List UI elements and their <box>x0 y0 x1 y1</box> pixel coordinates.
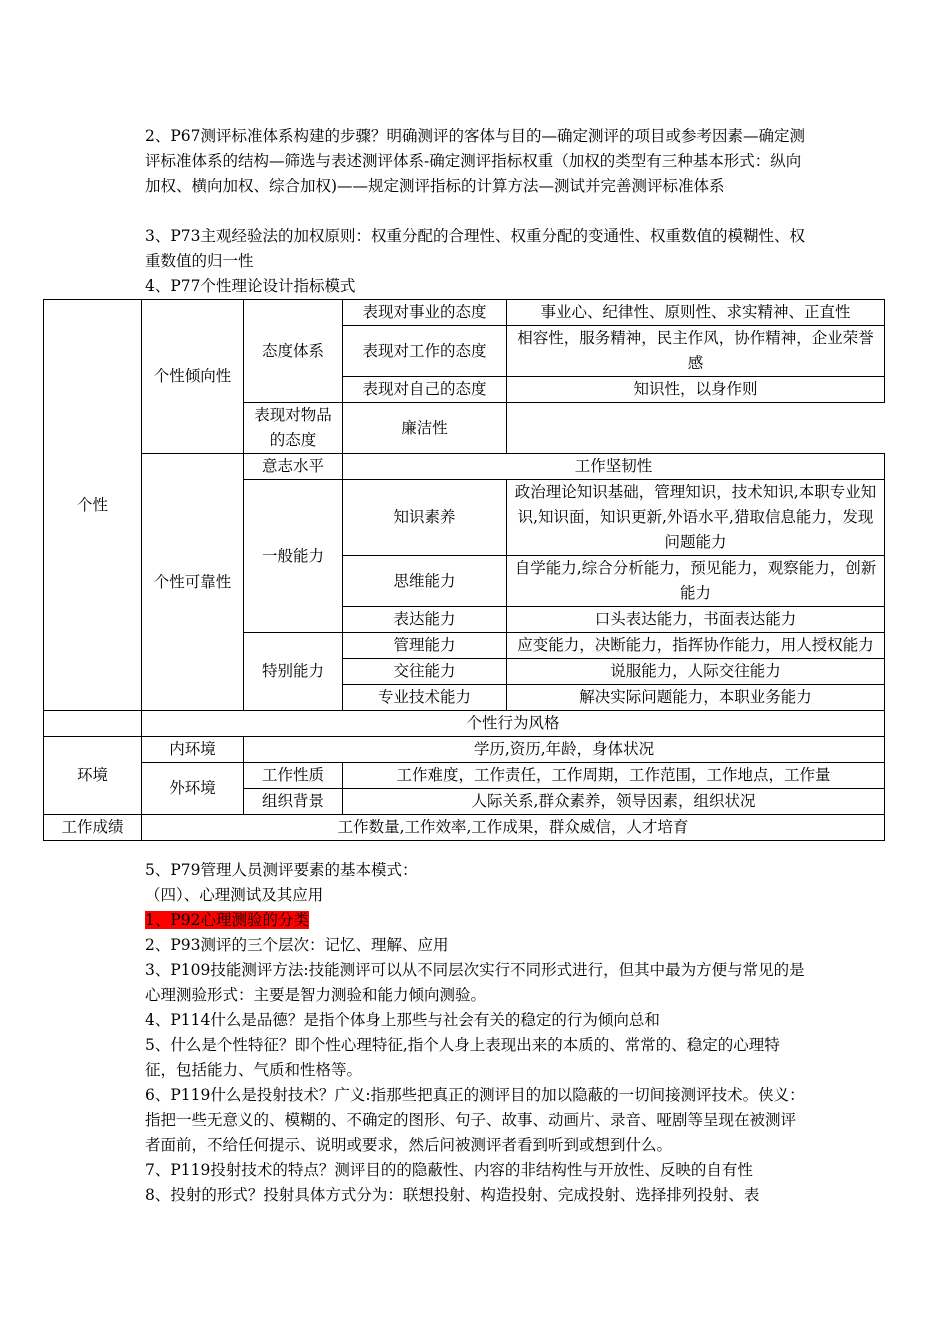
cell-biaoda-value: 口头表达能力，书面表达能力 <box>507 607 885 633</box>
cell-siwei-value: 自学能力,综合分析能力，预见能力，观察能力，创新能力 <box>507 556 885 607</box>
paragraph-2: 2、P67测评标准体系构建的步骤？明确测评的客体与目的—确定测评的项目或参考因素—确定测评标准体系的结构—筛选与表述测评体系-确定测评指标权重（加权的类型有三种基本形式：纵向加权、横向加权、综合加权)——规定测评指标的计算方法—测试并完善测评标准体系 <box>145 127 806 195</box>
paragraph-10: 4、P114什么是品德？是指个体身上那些与社会有关的稳定的行为倾向总和 <box>145 1011 660 1029</box>
cell-yiban: 一般能力 <box>244 480 343 633</box>
cell-yizhi-value: 工作坚韧性 <box>343 454 885 480</box>
cell-chengji: 工作成绩 <box>44 815 142 841</box>
cell-r1-value: 事业心、纪律性、原则性、求实精神、正直性 <box>507 300 885 326</box>
cell-xingzhi-value: 工作难度，工作责任，工作周期，工作范围，工作地点，工作量 <box>343 763 885 789</box>
cell-zhishi: 知识素养 <box>343 480 507 556</box>
paragraph-9: 3、P109技能测评方法:技能测评可以从不同层次实行不同形式进行，但其中最为方便与常见的是心理测验形式：主要是智力测验和能力倾向测验。 <box>145 961 805 1004</box>
cell-r3-label: 表现对自己的态度 <box>343 377 507 403</box>
cell-r4-label: 表现对物品的态度 <box>244 403 343 454</box>
paragraph-11: 5、什么是个性特征？即个性心理特征,指个人身上表现出来的本质的、常常的、稳定的心理特征，包括能力、气质和性格等。 <box>145 1036 780 1079</box>
highlighted-item <box>145 908 810 933</box>
cell-r2-label: 表现对工作的态度 <box>343 326 507 377</box>
highlight-mark: 1、P92心理测验的分类 <box>145 911 310 929</box>
cell-zhuanye-value: 解决实际问题能力，本职业务能力 <box>507 685 885 711</box>
cell-yizhi: 意志水平 <box>244 454 343 480</box>
paragraph-4: 4、P77个性理论设计指标模式 <box>145 277 356 295</box>
cell-xingzhi: 工作性质 <box>244 763 343 789</box>
after-table-section <box>145 858 810 1208</box>
cell-siwei: 思维能力 <box>343 556 507 607</box>
cell-chengji-value: 工作数量,工作效率,工作成果，群众威信，人才培育 <box>142 815 885 841</box>
cell-r4-value: 廉洁性 <box>343 403 507 454</box>
cell-jiaowang-value: 说服能力，人际交往能力 <box>507 659 885 685</box>
cell-kekao: 个性可靠性 <box>142 454 244 711</box>
cell-guanli-value: 应变能力，决断能力，指挥协作能力，用人授权能力 <box>507 633 885 659</box>
cell-empty <box>44 711 142 737</box>
cell-fengge: 个性行为风格 <box>142 711 885 737</box>
paragraph-3: 3、P73主观经验法的加权原则：权重分配的合理性、权重分配的变通性、权重数值的模糊性、权重数值的归一性 <box>145 227 806 270</box>
cell-nei-value: 学历,资历,年龄，身体状况 <box>244 737 885 763</box>
cell-zhuanye: 专业技术能力 <box>343 685 507 711</box>
personality-model-table <box>43 299 885 841</box>
cell-r3-value: 知识性，以身作则 <box>507 377 885 403</box>
cell-r2-value: 相容性，服务精神，民主作风，协作精神，企业荣誉感 <box>507 326 885 377</box>
cell-guanli: 管理能力 <box>343 633 507 659</box>
paragraph-12: 6、P119什么是投射技术？广义:指那些把真正的测评目的加以隐蔽的一切间接测评技术。侠义：指把一些无意义的、模糊的、不确定的图形、句子、故事、动画片、录音、哑剧等呈现在被测评者面前，不给任何提示、说明或要求，然后问被测评者看到听到或想到什么。 <box>145 1086 805 1154</box>
paragraph-14: 8、投射的形式？投射具体方式分为：联想投射、构造投射、完成投射、选择排列投射、表 <box>145 1186 760 1204</box>
paragraph-13: 7、P119投射技术的特点？测评目的的隐蔽性、内容的非结构性与开放性、反映的自有性 <box>145 1161 753 1179</box>
cell-tebie: 特别能力 <box>244 633 343 711</box>
cell-huanjing: 环境 <box>44 737 142 815</box>
cell-biaoda: 表达能力 <box>343 607 507 633</box>
cell-gexing: 个性 <box>44 300 142 711</box>
cell-wai: 外环境 <box>142 763 244 815</box>
cell-zuzhi: 组织背景 <box>244 789 343 815</box>
cell-nei: 内环境 <box>142 737 244 763</box>
cell-qingxiang: 个性倾向性 <box>142 300 244 454</box>
paragraph-5: 5、P79管理人员测评要素的基本模式： <box>145 861 418 879</box>
section-heading: （四）、心理测试及其应用 <box>145 886 324 904</box>
cell-taidu: 态度体系 <box>244 300 343 403</box>
cell-zhishi-value: 政治理论知识基础，管理知识，技术知识,本职专业知识,知识面，知识更新,外语水平,猎取信息能力，发现问题能力 <box>507 480 885 556</box>
cell-r1-label: 表现对事业的态度 <box>343 300 507 326</box>
cell-zuzhi-value: 人际关系,群众素养，领导因素，组织状况 <box>343 789 885 815</box>
cell-jiaowang: 交往能力 <box>343 659 507 685</box>
paragraph-8: 2、P93测评的三个层次：记忆、理解、应用 <box>145 936 449 954</box>
